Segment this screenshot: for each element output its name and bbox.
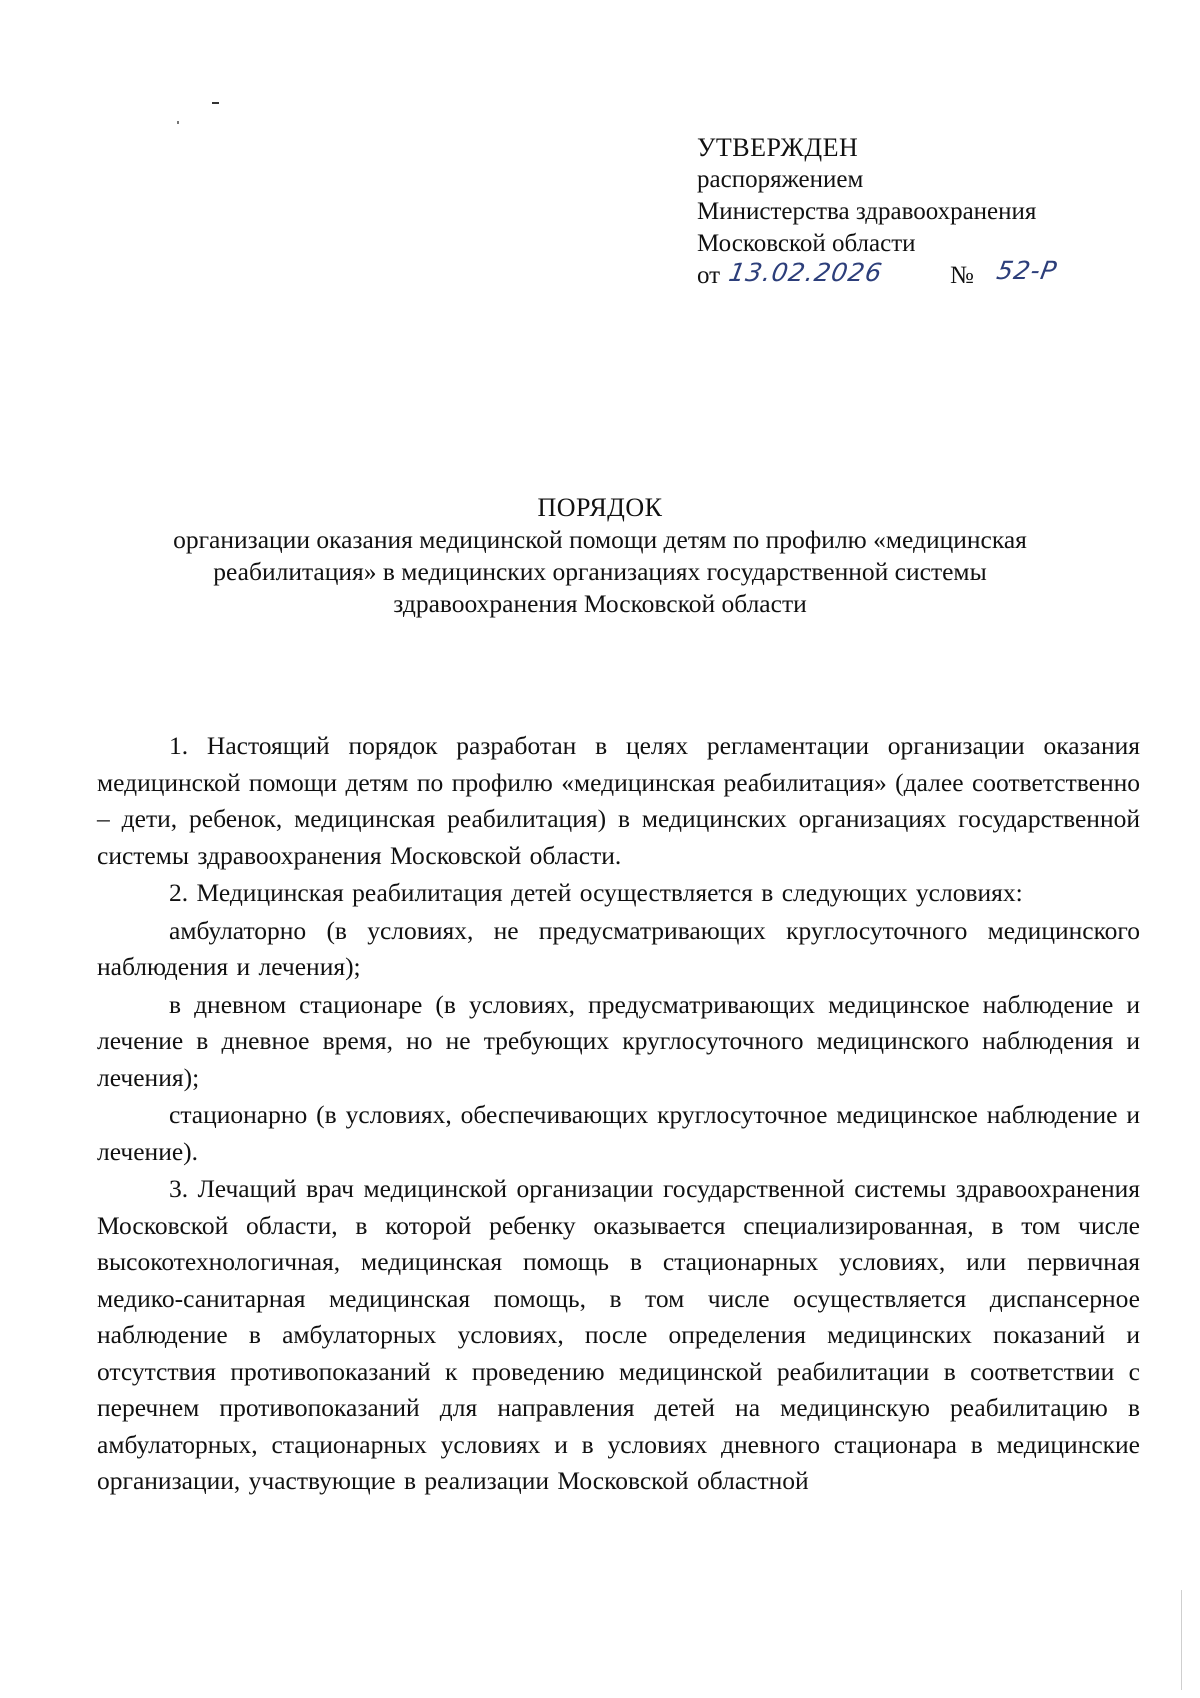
paragraph-1: 1. Настоящий порядок разработан в целях регламентации организации оказания медицинской помощи детям по профилю «медицинская реабилитация» (далее соответственно – дети, ребенок, медицинская реабилитация) в медицинских организациях государственной системы здравоохранения Московской области. bbox=[97, 731, 1140, 870]
scan-speck bbox=[212, 102, 219, 104]
approval-heading: УТВЕРЖДЕН bbox=[697, 133, 859, 162]
number-sign: № bbox=[950, 262, 974, 289]
handwritten-number: 52-Р bbox=[994, 256, 1060, 285]
handwritten-date: 13.02.2026 bbox=[726, 258, 885, 287]
document-title: ПОРЯДОК bbox=[537, 493, 663, 522]
scan-speck bbox=[177, 121, 179, 124]
paragraph-3: амбулаторно (в условиях, не предусматривающих круглосуточного медицинского наблюдения и лечения); bbox=[97, 915, 1140, 981]
title-subline-1: организации оказания медицинской помощи детям по профилю «медицинская bbox=[173, 525, 1027, 554]
approval-block bbox=[697, 132, 1157, 294]
paragraph-2: 2. Медицинская реабилитация детей осуществляется в следующих условиях: bbox=[169, 878, 1023, 907]
date-prefix: от bbox=[697, 262, 721, 289]
title-subline-3: здравоохранения Московской области bbox=[393, 589, 807, 618]
document-body bbox=[97, 728, 1140, 1501]
approval-line-2: Министерства здравоохранения bbox=[697, 198, 1037, 225]
paragraph-6: 3. Лечащий врач медицинской организации государственной системы здравоохранения Московской области, в которой ребенку оказывается специализированная, в том числе высокотехнологичная, медицинская помощь в стационарных условиях, или первичная медико-санитарная медицинская помощь, в том числе осуществляется диспансерное наблюдение в амбулаторных условиях, после определения медицинских показаний и отсутствия противопоказаний к проведению медицинской реабилитации в соответствии с перечнем противопоказаний для направления детей на медицинскую реабилитацию в амбулаторных, стационарных условиях и в условиях дневного стационара в медицинские организации, участвующие в реализации Московской областной bbox=[97, 1174, 1140, 1495]
scan-edge-line bbox=[1181, 1590, 1182, 1690]
document-title-block bbox=[100, 492, 1100, 620]
approval-date-number-row bbox=[697, 256, 1157, 294]
approval-line-3: Московской области bbox=[697, 230, 916, 257]
title-subline-2: реабилитация» в медицинских организациях государственной системы bbox=[213, 557, 987, 586]
approval-line-1: распоряжением bbox=[697, 166, 864, 193]
paragraph-5: стационарно (в условиях, обеспечивающих круглосуточное медицинское наблюдение и лечение). bbox=[97, 1100, 1140, 1166]
paragraph-4: в дневном стационаре (в условиях, предусматривающих медицинское наблюдение и лечение в дневное время, но не требующих круглосуточного медицинского наблюдения и лечения); bbox=[97, 989, 1140, 1092]
